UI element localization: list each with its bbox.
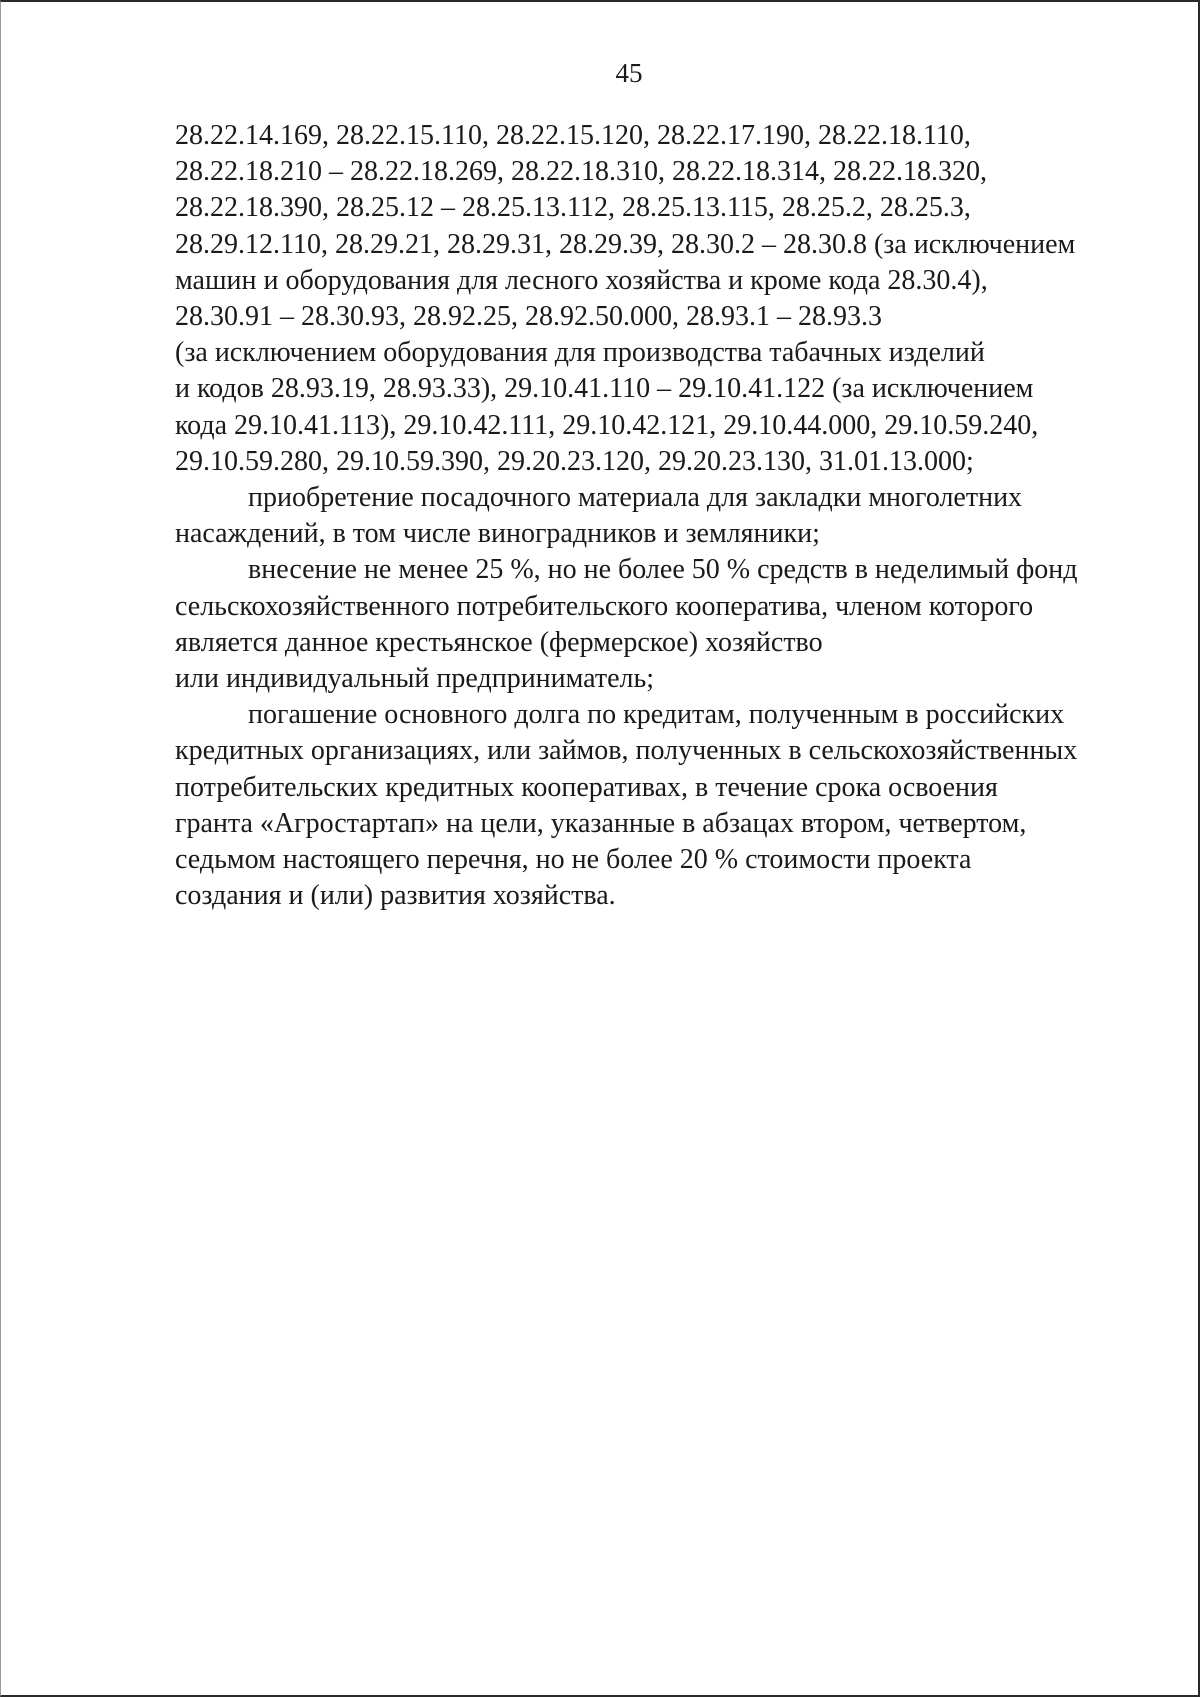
text-line: сельскохозяйственного потребительского кооператива, членом которого [175, 590, 1034, 622]
text-line: создания и (или) развития хозяйства. [175, 880, 616, 912]
text-line: (за исключением оборудования для производства табачных изделий [175, 337, 985, 369]
text-line: погашение основного долга по кредитам, полученным в российских [248, 699, 1065, 731]
text-line: 28.29.12.110, 28.29.21, 28.29.31, 28.29.39, 28.30.2 – 28.30.8 (за исключением [175, 228, 1076, 260]
text-line: 28.30.91 – 28.30.93, 28.92.25, 28.92.50.000, 28.93.1 – 28.93.3 [175, 301, 882, 333]
text-line: является данное крестьянское (фермерское) хозяйство [175, 626, 823, 658]
paragraph-loan-repayment [175, 697, 1086, 914]
paragraph-code-list [175, 118, 1086, 480]
text-line: приобретение посадочного материала для закладки многолетних [248, 482, 1023, 514]
text-line: 28.22.14.169, 28.22.15.110, 28.22.15.120, 28.22.17.190, 28.22.18.110, [175, 120, 971, 151]
text-line: 29.10.59.280, 29.10.59.390, 29.20.23.120, 29.20.23.130, 31.01.13.000; [175, 445, 974, 477]
text-line: 28.22.18.210 – 28.22.18.269, 28.22.18.310, 28.22.18.314, 28.22.18.320, [175, 156, 987, 188]
page-number: 45 [615, 58, 643, 88]
text-line: внесение не менее 25 %, но не более 50 % средств в неделимый фонд [248, 554, 1078, 586]
text-line: или индивидуальный предприниматель; [175, 663, 655, 695]
text-line: 28.22.18.390, 28.25.12 – 28.25.13.112, 28.25.13.115, 28.25.2, 28.25.3, [175, 192, 971, 224]
text-line: кода 29.10.41.113), 29.10.42.111, 29.10.42.121, 29.10.44.000, 29.10.59.240, [175, 409, 1039, 441]
document-body [175, 118, 1086, 914]
text-line: седьмом настоящего перечня, но не более 20 % стоимости проекта [175, 844, 972, 876]
text-line: потребительских кредитных кооперативах, в течение срока освоения [175, 771, 998, 803]
text-line: насаждений, в том числе виноградников и земляники; [175, 518, 820, 550]
text-line: машин и оборудования для лесного хозяйства и кроме кода 28.30.4), [175, 264, 988, 296]
text-line: кредитных организациях, или займов, полученных в сельскохозяйственных [175, 735, 1078, 767]
text-line: гранта «Агростартап» на цели, указанные в абзацах втором, четвертом, [175, 807, 1027, 839]
paragraph-planting-material [175, 480, 1086, 552]
paragraph-indivisible-fund [175, 552, 1086, 697]
text-line: и кодов 28.93.19, 28.93.33), 29.10.41.110 – 29.10.41.122 (за исключением [175, 373, 1034, 405]
